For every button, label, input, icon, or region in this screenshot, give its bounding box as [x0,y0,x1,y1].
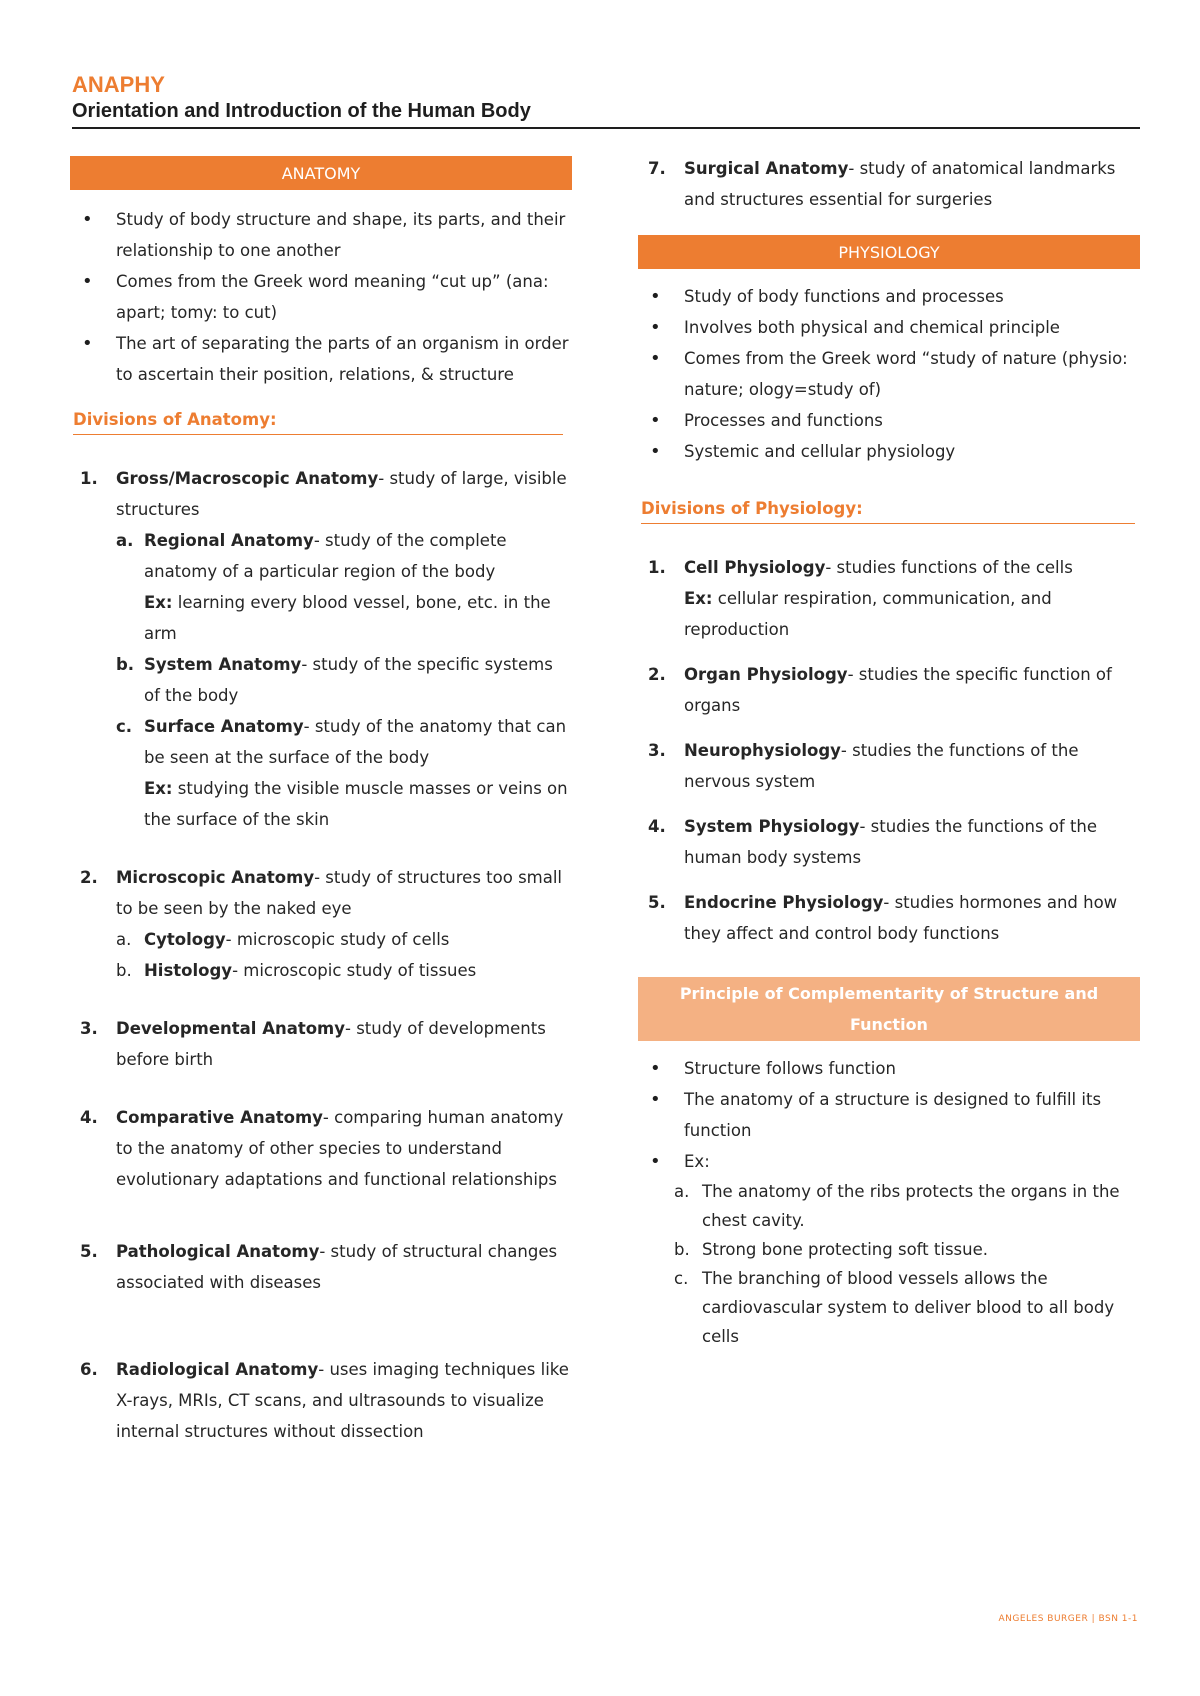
sub-item [116,924,572,955]
item-number: 6. [80,1360,98,1379]
division-term: Developmental Anatomy [116,1019,346,1038]
anatomy-bullets [70,204,572,390]
anatomy-division-4 [70,1102,572,1195]
physiology-division-2 [638,659,1140,721]
sub-desc: - study of the complete anatomy of a particular region of the body [144,531,507,581]
item-number: 4. [80,1108,98,1127]
document-header [72,72,1140,129]
list-item: • Structure follows function [638,1053,1140,1084]
sub-item [116,525,572,649]
list-item: • The art of separating the parts of an organism in order to ascertain their position, relations, & structure [70,328,572,390]
anatomy-division-5 [70,1236,572,1298]
item-number: 3. [648,741,666,760]
principle-banner: Principle of Complementarity of Structure and Function [638,977,1140,1041]
example-text: Strong bone protecting soft tissue. [702,1240,988,1259]
example-text: cellular respiration, communication, and reproduction [684,589,1052,639]
item-number: 5. [80,1242,98,1261]
item-number: 1. [80,469,98,488]
division-desc: - study of structures too small to be seen by the naked eye [116,868,563,918]
list-item [674,1235,1140,1264]
sub-letter: b. [674,1240,690,1259]
anatomy-divisions-heading: Divisions of Anatomy: [73,406,563,435]
example-text: learning every blood vessel, bone, etc. in the arm [144,593,551,643]
example-text: studying the visible muscle masses or veins on the surface of the skin [144,779,568,829]
list-item: • Study of body structure and shape, its parts, and their relationship to one another [70,204,572,266]
list-item: • Comes from the Greek word “study of nature (physio: nature; ology=study of) [638,343,1140,405]
document-title: ANAPHY [72,72,165,97]
division-term: Comparative Anatomy [116,1108,323,1127]
sub-letter: b. [116,655,135,674]
division-term: Cell Physiology [684,558,826,577]
division-desc: - uses imaging techniques like X-rays, MRIs, CT scans, and ultrasounds to visualize internal structures without dissection [116,1360,569,1441]
division-desc: - study of developments before birth [116,1019,546,1069]
physiology-divisions-heading: Divisions of Physiology: [641,495,1135,524]
sub-desc: - study of the anatomy that can be seen at the surface of the body [144,717,567,767]
sub-term: Surface Anatomy [144,717,304,736]
sub-item [116,649,572,711]
anatomy-division-3 [70,1013,572,1075]
list-item: • Ex: [638,1146,1140,1177]
sub-item [116,711,572,835]
document-subtitle: Orientation and Introduction of the Human Body [72,100,531,122]
list-item [674,1264,1140,1351]
physiology-division-1 [638,552,1140,645]
item-number: 5. [648,893,666,912]
list-item: • The anatomy of a structure is designed to fulfill its function [638,1084,1140,1146]
sub-desc: - microscopic study of tissues [232,961,477,980]
division-term: Neurophysiology [684,741,841,760]
physiology-banner: PHYSIOLOGY [638,235,1140,269]
principle-bullets [638,1053,1140,1177]
left-column [70,156,572,1447]
division-desc: - studies functions of the cells [825,558,1073,577]
physiology-division-5 [638,887,1140,949]
item-number: 3. [80,1019,98,1038]
list-item: • Systemic and cellular physiology [638,436,1140,467]
sub-desc: - microscopic study of cells [225,930,450,949]
example-text: The branching of blood vessels allows the cardiovascular system to deliver blood to all body cells [702,1269,1115,1346]
division-desc: - study of large, visible structures [116,469,567,519]
sub-term: Regional Anatomy [144,531,314,550]
sub-letter: b. [116,961,132,980]
division-desc: - comparing human anatomy to the anatomy of other species to understand evolutionary adaptations and functional relationships [116,1108,564,1189]
sub-term: Histology [144,961,233,980]
division-term: Organ Physiology [684,665,848,684]
division-term: Surgical Anatomy [684,159,849,178]
list-item: • Study of body functions and processes [638,281,1140,312]
sub-desc: - study of the specific systems of the body [144,655,553,705]
item-number: 7. [648,159,666,178]
division-desc: - study of anatomical landmarks and structures essential for surgeries [684,159,1116,209]
example-label: Ex: [684,589,713,608]
sub-letter: a. [674,1182,690,1201]
sub-letter: a. [116,531,134,550]
anatomy-division-7 [638,153,1140,215]
item-number: 4. [648,817,666,836]
sub-letter: c. [116,717,133,736]
division-desc: - studies the functions of the human body systems [684,817,1098,867]
division-desc: - study of structural changes associated with diseases [116,1242,558,1292]
division-term: System Physiology [684,817,860,836]
item-number: 2. [648,665,666,684]
division-term: Microscopic Anatomy [116,868,315,887]
physiology-bullets [638,281,1140,467]
sub-letter: a. [116,930,132,949]
sub-item [116,955,572,986]
division-desc: - studies the specific function of organs [684,665,1112,715]
anatomy-banner: ANATOMY [70,156,572,190]
right-column [638,156,1140,1351]
sub-letter: c. [674,1269,689,1288]
division-desc: - studies hormones and how they affect and control body functions [684,893,1118,943]
principle-examples [638,1177,1140,1351]
list-item: • Comes from the Greek word meaning “cut up” (ana: apart; tomy: to cut) [70,266,572,328]
anatomy-division-1 [70,463,572,835]
item-number: 2. [80,868,98,887]
example-text: The anatomy of the ribs protects the organs in the chest cavity. [702,1182,1120,1230]
list-item: • Involves both physical and chemical principle [638,312,1140,343]
header-rule [72,127,1140,129]
list-item: • Processes and functions [638,405,1140,436]
division-term: Endocrine Physiology [684,893,884,912]
physiology-division-3 [638,735,1140,797]
division-term: Radiological Anatomy [116,1360,319,1379]
anatomy-division-6 [70,1354,572,1447]
division-term: Gross/Macroscopic Anatomy [116,469,379,488]
sub-term: System Anatomy [144,655,302,674]
sub-term: Cytology [144,930,226,949]
example-label: Ex: [144,779,173,798]
list-item [674,1177,1140,1235]
item-number: 1. [648,558,666,577]
example-label: Ex: [144,593,173,612]
anatomy-division-2 [70,862,572,986]
physiology-division-4 [638,811,1140,873]
division-term: Pathological Anatomy [116,1242,320,1261]
division-desc: - studies the functions of the nervous system [684,741,1079,791]
page-footer: ANGELES BURGER | BSN 1-1 [998,1614,1138,1624]
